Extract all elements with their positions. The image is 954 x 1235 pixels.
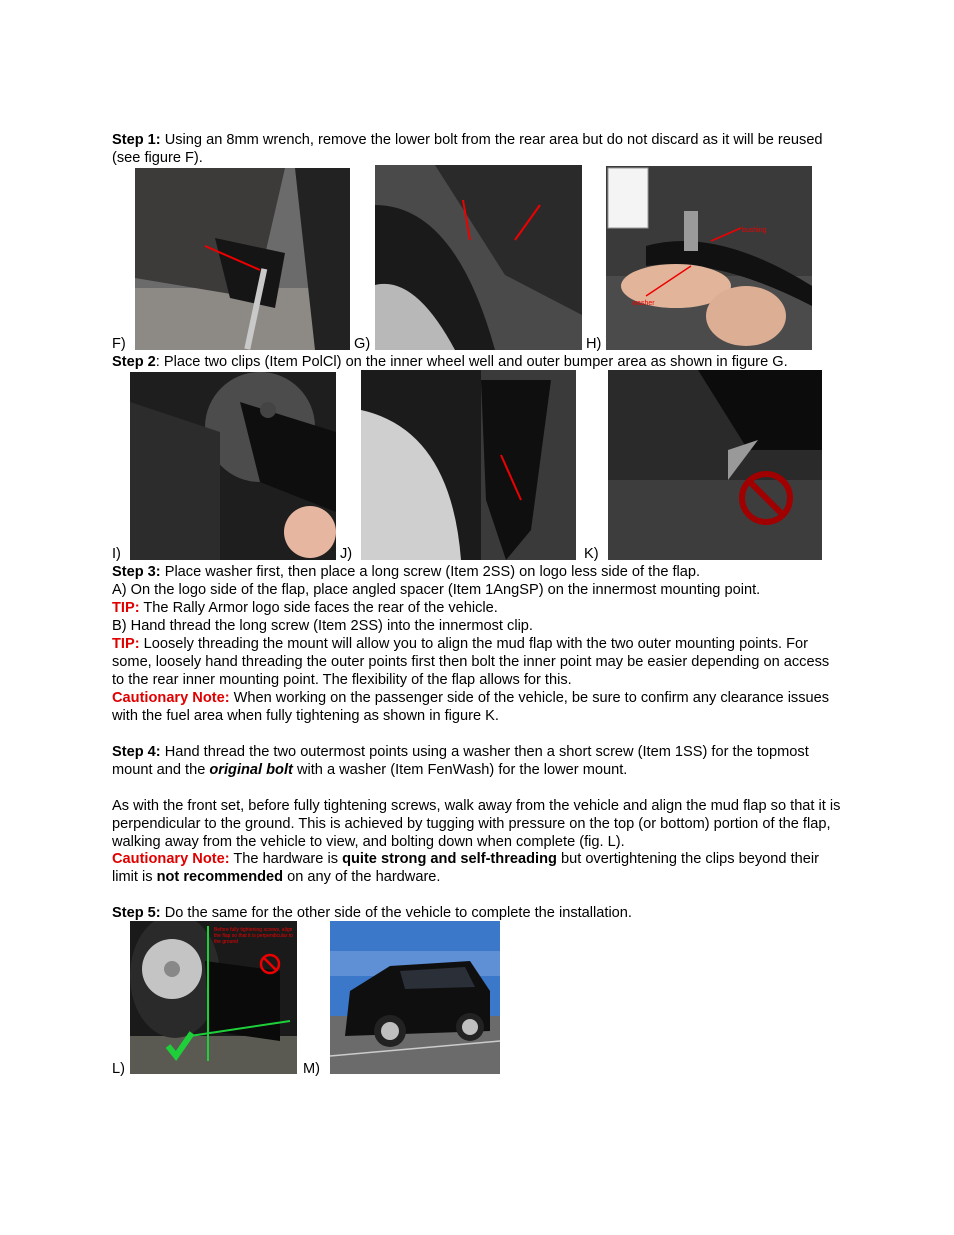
step-3-tip-2 — [112, 635, 842, 689]
caution-2-before: The hardware is — [229, 851, 343, 867]
step-5-text: Do the same for the other side of the vehicle to complete the installation. — [160, 905, 632, 921]
step-3-a-paragraph: A) On the logo side of the flap, place angled spacer (Item 1AngSP) on the innermost mounting point. — [112, 582, 761, 598]
step-1-label: Step 1: — [112, 132, 161, 148]
step-3-text: Place washer first, then place a long screw (Item 2SS) on logo less side of the flap. — [160, 564, 701, 580]
step-2-label: Step 2 — [112, 354, 156, 370]
tip-1-text: The Rally Armor logo side faces the rear of the vehicle. — [139, 600, 498, 616]
caution-2-bold-2: not recommended — [156, 869, 284, 885]
step-3-b-paragraph: B) Hand thread the long screw (Item 2SS) into the innermost clip. — [112, 618, 533, 634]
step-3-caution — [112, 689, 842, 725]
figure-m-image — [330, 921, 500, 1074]
figure-h-washer-annotation: washer — [632, 300, 655, 307]
caution-2-after: on any of the hardware. — [283, 869, 441, 885]
figure-j-label: J) — [340, 546, 353, 562]
figure-h-bushing-annotation: bushing — [742, 227, 767, 234]
step-3-paragraph — [112, 563, 842, 581]
step-4-paragraph — [112, 743, 842, 779]
step-2-paragraph — [112, 353, 842, 371]
figure-h-label: H) — [586, 336, 602, 352]
step-3-tip-1 — [112, 599, 842, 617]
step-3-label: Step 3: — [112, 564, 161, 580]
tip-2-label: TIP: — [112, 636, 140, 652]
caution-1-text: When working on the passenger side of the vehicle, be sure to confirm any clearance issues with the fuel area when fully tightening as shown in figure K. — [112, 690, 830, 724]
figure-k-image — [608, 370, 822, 560]
figure-m-label: M) — [303, 1061, 321, 1077]
figure-l-image — [130, 921, 297, 1074]
tip-2-text: Loosely threading the mount will allow you to align the mud flap with the two outer mounting points. For some, loosely hand threading the outer points first then bolt the inner point may be easier depending on access to the rear inner mounting point. The flexibility of the flap allows for this. — [112, 636, 830, 688]
figure-i-image — [130, 372, 336, 560]
figure-l-label: L) — [112, 1061, 125, 1077]
step-4-text-before: Hand thread the two outermost points using a washer then a short screw (Item 1SS) for the topmost mount and the — [112, 744, 809, 778]
step-4-text-after: with a washer (Item FenWash) for the lower mount. — [292, 762, 628, 778]
step-5-label: Step 5: — [112, 905, 161, 921]
caution-2-bold-1: quite strong and self-threading — [342, 851, 557, 867]
figure-h-image — [606, 166, 812, 350]
step-5-paragraph — [112, 904, 842, 922]
step-4-emphasis: original bolt — [209, 762, 293, 778]
caution-2-label: Cautionary Note: — [112, 851, 230, 867]
step-4-label: Step 4: — [112, 744, 161, 760]
step-1-paragraph — [112, 131, 842, 167]
figure-k-label: K) — [584, 546, 599, 562]
figure-l-annotation: Before fully tightening screws, align the flap so that it is perpendicular to the ground — [214, 927, 293, 945]
caution-2-mid: but overtightening the clips beyond their limit is — [112, 851, 819, 885]
figure-f-image — [135, 168, 350, 350]
figure-g-image — [375, 165, 582, 350]
align-caution — [112, 850, 842, 886]
figure-i-label: I) — [112, 546, 121, 562]
caution-1-label: Cautionary Note: — [112, 690, 230, 706]
step-2-text: : Place two clips (Item PolCl) on the inner wheel well and outer bumper area as shown in figure G. — [155, 354, 788, 370]
figure-j-image — [361, 370, 576, 560]
figure-f-label: F) — [112, 336, 126, 352]
figure-g-label: G) — [354, 336, 371, 352]
align-paragraph: As with the front set, before fully tightening screws, walk away from the vehicle and align the mud flap so that it is perpendicular to the ground. This is achieved by tugging with pressure on the top (or bottom) portion of the flap, walking away from the vehicle to view, and bolting down when complete (fig. L). — [112, 798, 841, 850]
step-1-text: Using an 8mm wrench, remove the lower bolt from the rear area but do not discard as it will be reused (see figure F). — [112, 132, 823, 166]
tip-1-label: TIP: — [112, 600, 140, 616]
